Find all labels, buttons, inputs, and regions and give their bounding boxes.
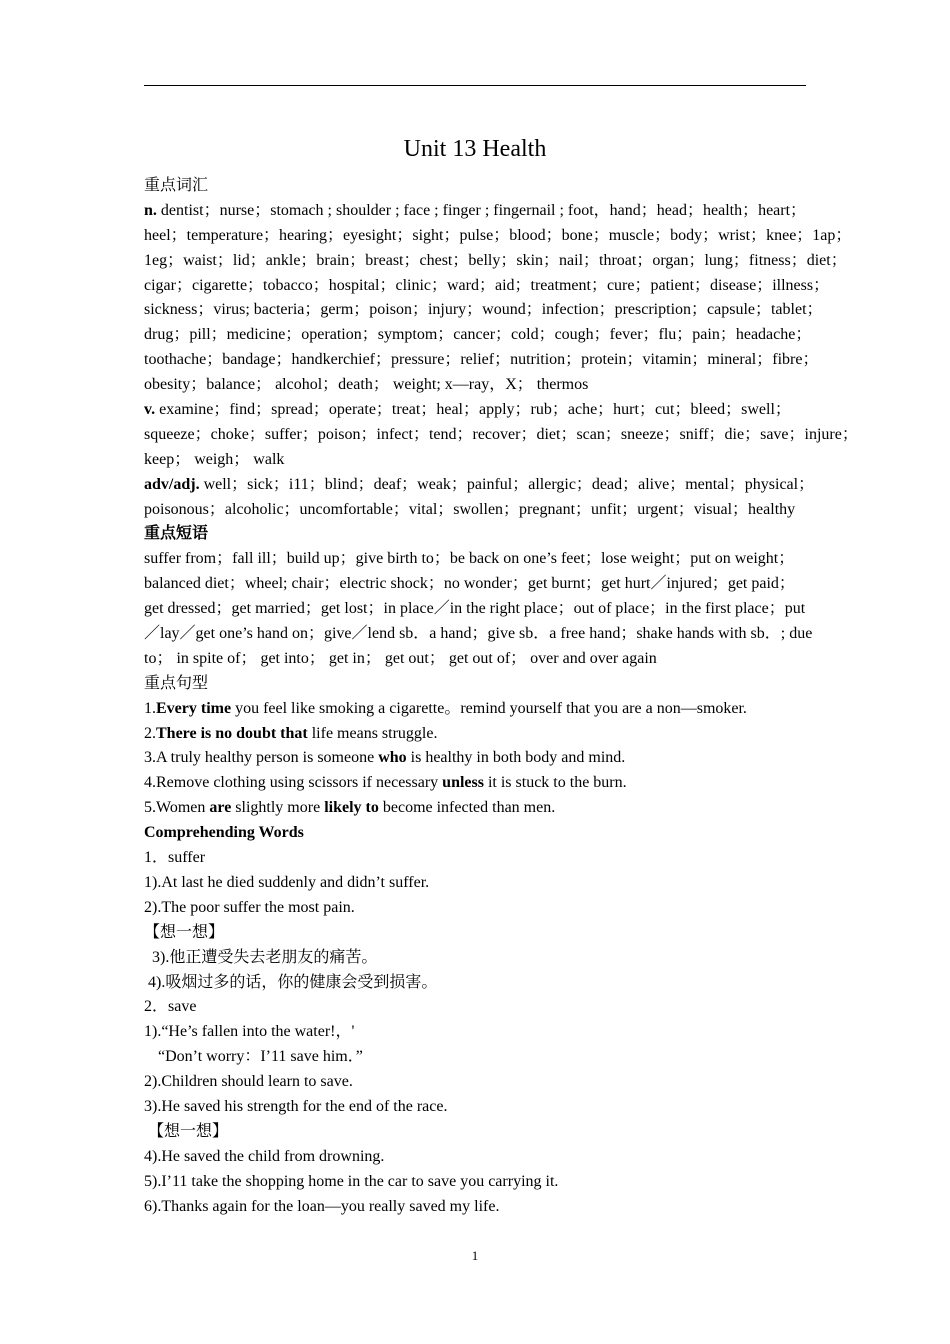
sentences-heading: 重点句型 <box>144 674 209 692</box>
vocab-noun-line: sickness；virus; bacteria；germ；poison；injury；wound；infection；prescription；capsule；tablet； <box>144 301 823 319</box>
example-sentence: 5).I’11 take the shopping home in the car to save you carrying it. <box>144 1172 559 1190</box>
example-sentence: 1).“He’s fallen into the water!，' <box>144 1023 355 1041</box>
sentence-item: 4.Remove clothing using scissors if necessary unless it is stuck to the burn. <box>144 774 627 792</box>
vocab-noun-line: 1eg；waist；lid；ankle；brain；breast；chest；belly；skin；nail；throat；organ；lung；fitness；diet； <box>144 251 847 269</box>
sentence-item: 2.There is no doubt that life means struggle. <box>144 724 438 742</box>
header-rule <box>144 85 806 86</box>
phrases-heading: 重点短语 <box>144 525 209 543</box>
vocab-noun-line: n. dentist；nurse；stomach ; shoulder ; face ; finger ; fingernail ; foot，hand；head；health；heart； <box>144 201 807 219</box>
word-heading: 2．save <box>144 998 197 1016</box>
example-sentence: 6).Thanks again for the loan—you really saved my life. <box>144 1197 500 1215</box>
sentence-item: 5.Women are slightly more likely to become infected than men. <box>144 799 556 817</box>
document-body <box>144 174 858 1219</box>
phrase-line: ／lay／get one’s hand on；give／lend sb．a hand；give sb．a free hand；shake hands with sb．; due <box>144 625 813 643</box>
vocab-noun-line: obesity；balance； alcohol；death； weight; x—ray，X； thermos <box>144 376 589 394</box>
example-sentence: 4).He saved the child from drowning. <box>144 1147 385 1165</box>
phrase-line: get dressed；get married；get lost；in place／in the right place；out of place；in the first place；put <box>144 600 806 618</box>
think-label: 【想一想】 <box>144 923 225 941</box>
example-sentence: 4).吸烟过多的话，你的健康会受到损害。 <box>148 973 438 991</box>
word-heading: 1．suffer <box>144 849 206 867</box>
example-sentence: 1).At last he died suddenly and didn’t suffer. <box>144 873 430 891</box>
example-sentence: 3).He saved his strength for the end of the race. <box>144 1097 448 1115</box>
sentence-item: 1.Every time you feel like smoking a cigarette。remind yourself that you are a non—smoker. <box>144 699 747 717</box>
vocab-heading: 重点词汇 <box>144 177 209 194</box>
example-sentence: “Don’t worry：I’11 save him．” <box>158 1048 363 1066</box>
example-sentence: 2).Children should learn to save. <box>144 1073 353 1091</box>
noun-label: n. <box>144 201 157 219</box>
vocab-noun-line: cigar；cigarette；tobacco；hospital；clinic；ward；aid；treatment；cure；patient；disease；illness； <box>144 276 830 294</box>
vocab-verb-line: squeeze；choke；suffer；poison；infect；tend；recover；diet；scan；sneeze；sniff；die；save；injure； <box>144 425 858 443</box>
vocab-verb-line: v. examine；find；spread；operate；treat；heal；apply；rub；ache；hurt；cut；bleed；swell； <box>144 401 791 419</box>
vocab-noun-line: toothache；bandage；handkerchief；pressure；relief；nutrition；protein；vitamin；mineral；fibre； <box>144 351 819 369</box>
vocab-adj-line: adv/adj. well；sick；i11；blind；deaf；weak；painful；allergic；dead；alive；mental；physical； <box>144 475 815 493</box>
vocab-noun-line: heel；temperature；hearing；eyesight；sight；pulse；blood；bone；muscle；body；wrist；knee；1ap； <box>144 226 852 244</box>
vocab-adj-line: poisonous；alcoholic；uncomfortable；vital；swollen；pregnant；unfit；urgent；visual；healthy <box>144 500 796 518</box>
sentence-item: 3.A truly healthy person is someone who is healthy in both body and mind. <box>144 749 626 767</box>
comprehending-heading: Comprehending Words <box>144 824 304 842</box>
phrase-line: balanced diet；wheel; chair；electric shock；no wonder；get burnt；get hurt／injured；get paid； <box>144 575 795 593</box>
page-title: Unit 13 Health <box>403 136 547 162</box>
vocab-verb-line: keep； weigh； walk <box>144 450 285 468</box>
example-sentence: 3).他正遭受失去老朋友的痛苦。 <box>152 948 378 966</box>
page-number: 1 <box>471 1248 479 1263</box>
phrase-line: suffer from；fall ill；build up；give birth to；be back on one’s feet；lose weight；put on weight； <box>144 550 795 568</box>
think-label: 【想一想】 <box>148 1122 229 1140</box>
phrase-line: to； in spite of； get into； get in； get out； get out of； over and over again <box>144 649 657 667</box>
example-sentence: 2).The poor suffer the most pain. <box>144 898 355 916</box>
adj-label: adv/adj. <box>144 475 200 493</box>
verb-label: v. <box>144 401 156 419</box>
vocab-noun-line: drug；pill；medicine；operation；symptom；cancer；cold；cough；fever；flu；pain；headache； <box>144 326 812 344</box>
